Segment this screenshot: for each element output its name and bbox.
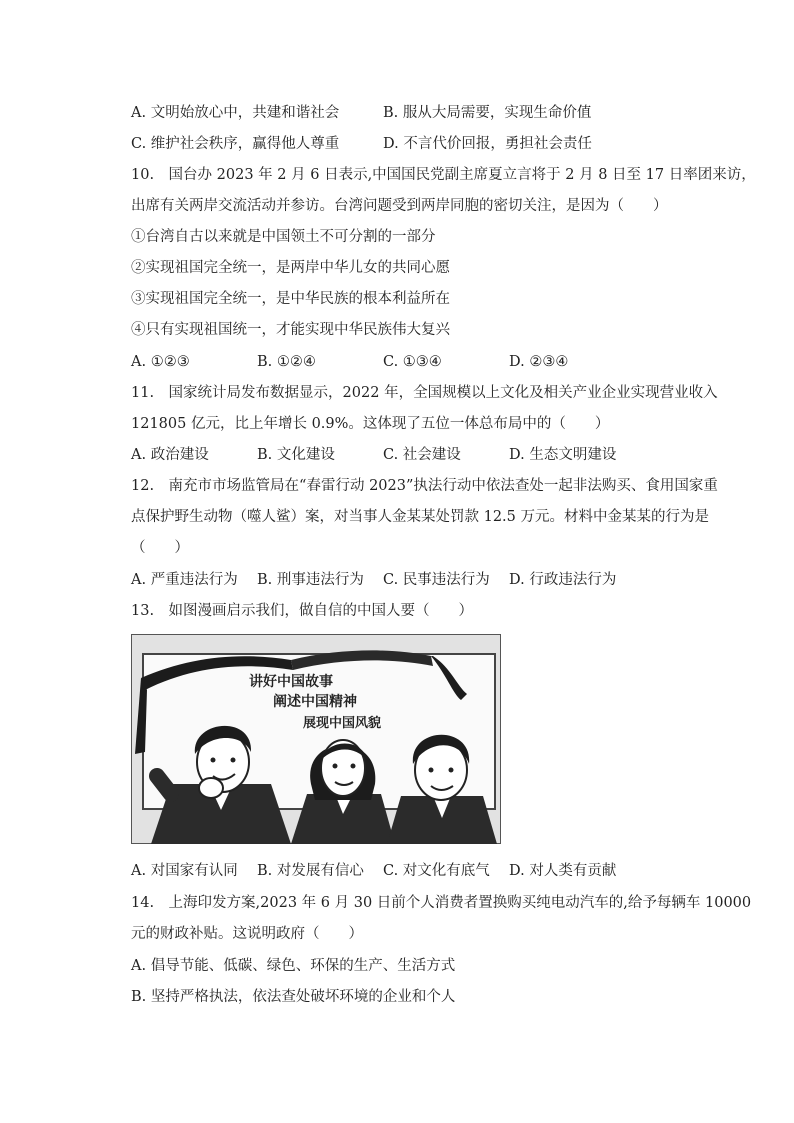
- q11-option-d: D. 生态文明建设: [509, 447, 617, 463]
- q12-option-d: D. 行政违法行为: [509, 572, 617, 588]
- q11-option-b: B. 文化建设: [257, 447, 335, 463]
- q10-option-c: C. ①③④: [383, 354, 442, 370]
- q12-stem-line-1: 12. 南充市市场监管局在“春雷行动 2023”执法行动中依法查处一起非法购买、食用国家重: [131, 478, 718, 494]
- q10-statement-3: ③实现祖国完全统一，是中华民族的根本利益所在: [131, 291, 450, 307]
- q10-stem-line-2: 出席有关两岸交流活动并参访。台湾问题受到两岸同胞的密切关注，是因为（ ）: [131, 198, 668, 214]
- q14-stem-line-2: 元的财政补贴。这说明政府（ ）: [131, 926, 363, 942]
- q13-option-d: D. 对人类有贡献: [509, 863, 617, 879]
- q11-option-a: A. 政治建设: [131, 447, 209, 463]
- cartoon-slogan-2: 阐述中国精神: [273, 694, 357, 710]
- q10-statement-4: ④只有实现祖国统一，才能实现中华民族伟大复兴: [131, 322, 450, 338]
- q12-option-c: C. 民事违法行为: [383, 572, 490, 588]
- q14-stem-line-1: 14. 上海印发方案,2023 年 6 月 30 日前个人消费者置换购买纯电动汽车的,给予每辆车 10000: [131, 895, 752, 911]
- cartoon-slogan-1: 讲好中国故事: [249, 674, 333, 690]
- q14-option-a: A. 倡导节能、低碳、绿色、环保的生产、生活方式: [131, 958, 456, 974]
- q10-statement-2: ②实现祖国完全统一，是两岸中华儿女的共同心愿: [131, 260, 450, 276]
- q11-stem-line-1: 11. 国家统计局发布数据显示，2022 年，全国规模以上文化及相关产业企业实现营业收入: [131, 385, 718, 401]
- q13-option-b: B. 对发展有信心: [257, 863, 364, 879]
- cartoon-illustration: [131, 634, 501, 844]
- q12-stem-line-3: （ ）: [131, 540, 189, 556]
- q12-stem-line-2: 点保护野生动物（噬人鲨）案，对当事人金某某处罚款 12.5 万元。材料中金某某的行为是: [131, 509, 709, 525]
- q10-option-a: A. ①②③: [131, 354, 190, 370]
- q9-option-d: D. 不言代价回报，勇担社会责任: [383, 136, 592, 152]
- q12-option-a: A. 严重违法行为: [131, 572, 238, 588]
- q9-option-c: C. 维护社会秩序，赢得他人尊重: [131, 136, 340, 152]
- q10-statement-1: ①台湾自古以来就是中国领土不可分割的一部分: [131, 229, 436, 245]
- q10-option-b: B. ①②④: [257, 354, 316, 370]
- q9-option-a: A. 文明始放心中，共建和谐社会: [131, 105, 340, 121]
- q12-option-b: B. 刑事违法行为: [257, 572, 364, 588]
- q11-stem-line-2: 121805 亿元，比上年增长 0.9%。这体现了五位一体总布局中的（ ）: [131, 416, 610, 432]
- q10-stem-line-1: 10. 国台办 2023 年 2 月 6 日表示,中国国民党副主席夏立言将于 2 月 8 日至 17 日率团来访，: [131, 167, 756, 183]
- q14-option-b: B. 坚持严格执法，依法查处破坏环境的企业和个人: [131, 989, 456, 1005]
- q9-option-b: B. 服从大局需要，实现生命价值: [383, 105, 592, 121]
- q13-option-a: A. 对国家有认同: [131, 863, 238, 879]
- q13-option-c: C. 对文化有底气: [383, 863, 490, 879]
- q13-stem-line-1: 13. 如图漫画启示我们，做自信的中国人要（ ）: [131, 603, 474, 619]
- cartoon-slogan-3: 展现中国风貌: [303, 716, 382, 731]
- q10-option-d: D. ②③④: [509, 354, 569, 370]
- q11-option-c: C. 社会建设: [383, 447, 461, 463]
